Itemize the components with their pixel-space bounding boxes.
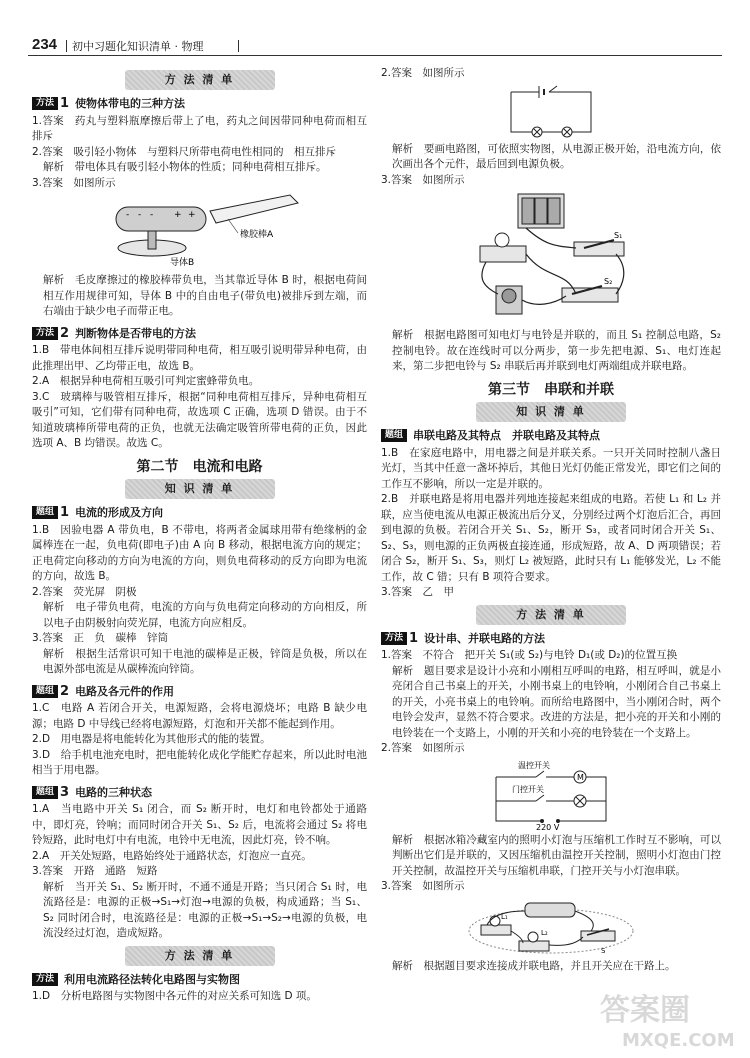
page-number: 234 (32, 36, 58, 53)
lamp-label: L₂ (541, 928, 548, 937)
wiring-figure (466, 190, 636, 326)
answer-item: 2.答案 如图所示 (381, 67, 465, 79)
answer-item: 1.D 分析电路图与实物图中各元件的对应关系可知选 D 项。 (32, 990, 317, 1002)
circuit-diagram (491, 84, 611, 140)
rod-conductor-figure (90, 193, 310, 271)
analysis-text: 解析 当开关 S₁、S₂ 断开时，不通不通是开路；当只闭合 S₁ 时，电流路径是：电源的正极→S₁→灯泡→电源的负极，构成通路；当 S₁、S₂ 同时闭合时，电流路径是：电源的正极→S₁→S₂→电源的负极，电流没经过灯泡，造成短路。 (43, 880, 367, 939)
voltage-label: 220 V (536, 822, 560, 831)
section-banner: 方 法 清 单 (125, 946, 275, 966)
group-heading: 题组 串联电路及其特点 并联电路及其特点 (381, 428, 721, 444)
temp-switch-label: 温控开关 (518, 760, 550, 770)
header-divider (238, 40, 239, 52)
rod-label: 橡胶棒A (239, 230, 273, 240)
right-column (381, 66, 721, 974)
group-heading: 题组 1 电流的形成及方向 (32, 505, 367, 521)
method-heading: 方法 1 设计串、并联电路的方法 (381, 631, 721, 647)
group-heading: 题组 2 电路及各元件的作用 (32, 684, 367, 700)
section-banner: 方 法 清 单 (476, 605, 626, 625)
running-title: 初中习题化知识清单 · 物理 (72, 40, 204, 53)
answer-item: 2.答案 如图所示 (381, 742, 465, 754)
switch-label: S (601, 946, 606, 955)
door-switch-label: 门控开关 (512, 784, 544, 794)
section-banner: 知 识 清 单 (125, 479, 275, 499)
answer-item: 3.答案 开路 通路 短路 (32, 865, 158, 877)
answer-item: 1.B 带电体间相互排斥说明带同种电荷，相互吸引说明带异种电荷，由此推理出甲、乙均带正电，故选 B。 (32, 344, 367, 372)
page-header (0, 0, 750, 62)
answer-item: 3.答案 乙 甲 (381, 586, 455, 598)
answer-item: 3.答案 正 负 碳棒 锌筒 (32, 632, 169, 644)
switch-label: S₁ (614, 231, 623, 240)
svg-text:MXQE.COM: MXQE.COM (622, 1030, 735, 1051)
svg-text:-: - (125, 210, 129, 220)
answer-item: 2.答案 吸引轻小物体 与塑料尺所带电荷电性相同的 相互排斥 (32, 145, 337, 158)
svg-text:-: - (149, 210, 153, 220)
analysis-text: 解析 题目要求是设计小亮和小刚相互呼叫的电路，相互呼叫，就是小亮闭合自己书桌上的开关，小刚书桌上的电铃响，小刚闭合自己书桌上的开关，小亮书桌上的电铃响。而所给电路图中，当小刚闭合时，两个电铃会发声，显然不符合要求。改进的方法是，把小亮的开关和小刚的电铃装在一个支路上，小刚的开关和小亮的电铃装在一个支路上。 (392, 664, 721, 739)
answer-item: 2.A 根据异种电荷相互吸引可判定蜜蜂带负电。 (32, 375, 260, 387)
analysis-text: 解析 根据生活常识可知干电池的碳棒是正极，锌筒是负极，所以在电源外部电流是从碳棒流向锌筒。 (43, 647, 367, 675)
section-banner: 方 法 清 单 (125, 70, 275, 90)
method-heading: 方法 1 使物体带电的三种方法 (32, 96, 367, 112)
answer-item: 3.D 给手机电池充电时，把电能转化成化学能贮存起来，所以此时电池相当于用电器。 (32, 748, 367, 776)
analysis-text: 解析 电子带负电荷，电流的方向与负电荷定向移动的方向相反，所以电子由阴极射向荧光屏，电流方向应相反。 (43, 601, 367, 629)
answer-item: 2.D 用电器是将电能转化为其他形式的能的装置。 (32, 733, 271, 745)
answer-item: 1.A 当电路中开关 S₁ 闭合，而 S₂ 断开时，电灯和电铃都处于通路中，即灯亮，铃响；而同时闭合开关 S₁、S₂ 后，电流将会通过 S₂ 将电铃短路，此时电灯中有电流，电铃中无电流，因此灯亮，铃不响。 (32, 803, 367, 846)
answer-item: 1.C 电路 A 若闭合开关，电源短路，会将电源烧坏；电路 B 缺少电源；电路 D 中导线已经将电源短路，灯泡和开关都不能起到作用。 (32, 702, 367, 730)
answer-item: 2.答案 荧光屏 阴极 (32, 585, 137, 598)
header-divider (66, 40, 67, 52)
answer-item: 2.B 并联电路是将用电器并列地连接起来组成的电路。若使 L₁ 和 L₂ 并联，应当使电流从电源正极流出后分叉，分别经过两个灯泡后汇合，再回到电源的负极。若闭合开关 S₁、S₂，断开 S₃，或者同时闭合开关 S₁、S₂、S₃，则电源的正负两极直接连通，形成短路，故 A、D 两项错误；若闭合 S₂，断开 S₁、S₃，则灯 L₂ 被短路，此时只有 L₁ 能够发光，L₂ 不能工作，故 C 错；只有 B 项符合要求。 (381, 493, 721, 583)
answer-item: 3.答案 如图所示 (381, 880, 465, 892)
switch-label: S₂ (604, 277, 613, 286)
analysis-text: 解析 带电体具有吸引轻小物体的性质；同种电荷相互排斥。 (43, 161, 327, 173)
header-rule (28, 55, 722, 56)
fridge-circuit-diagram (476, 759, 626, 831)
motor-label: M (577, 772, 584, 782)
answer-item: 1.B 因验电器 A 带负电，B 不带电，将两者金属球用带有绝缘柄的金属棒连在一起，负电荷(即电子)由 A 向 B 移动，根据电流方向的规定；正电荷定向移动的方向为电流的方向，则负电荷移动的反方向即为电流的方向，故选 B。 (32, 523, 367, 582)
answer-item: 1.答案 药丸与塑料瓶摩擦后带上了电，药丸之间因带同种电荷而相互排斥 (32, 114, 367, 142)
svg-text:+: + (173, 210, 182, 220)
method-heading: 方法 利用电流路径法转化电路图与实物图 (32, 972, 367, 988)
section-banner: 知 识 清 单 (476, 402, 626, 422)
answer-item: 3.答案 如图所示 (32, 176, 116, 189)
section-title: 第二节 电流和电路 (136, 458, 263, 475)
answer-item: 3.答案 如图所示 (381, 173, 465, 186)
parallel-wiring-figure (461, 897, 641, 957)
conductor-label: 导体B (169, 258, 194, 268)
method-heading: 方法 2 判断物体是否带电的方法 (32, 326, 367, 342)
analysis-text: 解析 根据冰箱冷藏室内的照明小灯泡与压缩机工作时互不影响，可以判断出它们是并联的，又因压缩机由温控开关控制，照明小灯泡由门控开关控制，故温控开关与压缩机串联，门控开关与小灯泡串联。 (392, 833, 721, 877)
answer-item: 1.B 在家庭电路中，用电器之间是并联关系。一只开关同时控制八盏日光灯，当其中任意一盏坏掉后，其他日光灯仍能正常发光，即它们之间的工作互不影响，所以一定是并联的。 (381, 446, 721, 490)
analysis-text: 解析 要画电路图，可依照实物图，从电源正极开始，沿电流方向，依次画出各个元件，最后回到电源负极。 (392, 142, 721, 170)
answer-item: 3.C 玻璃棒与吸管相互排斥，根据“同种电荷相互排斥，异种电荷相互吸引”可知，它们带有同种电荷，故选项 C 正确，选项 D 错误。由于不知道玻璃棒所带电荷的正负，也就无法确定吸管所带电荷的正负，因此选项 A、B 均错误。故选 C。 (32, 390, 367, 449)
group-heading: 题组 3 电路的三种状态 (32, 785, 367, 801)
analysis-text: 解析 根据题目要求连接成并联电路，并且开关应在干路上。 (392, 959, 676, 972)
analysis-text: 解析 根据电路图可知电灯与电铃是并联的，而且 S₁ 控制总电路，S₂ 控制电铃。故在连线时可以分两步，第一步先把电源、S₁、电灯连起来，第二步把电铃与 S₂ 串联后再并联到电灯两端组成并联电路。 (392, 329, 721, 372)
lamp-label: L₁ (501, 912, 508, 921)
section-title: 第三节 串联和并联 (488, 381, 614, 398)
left-column (32, 66, 367, 1005)
answer-item: 2.A 开关处短路，电路始终处于通路状态，灯泡应一直亮。 (32, 849, 312, 862)
analysis-text: 解析 毛皮摩擦过的橡胶棒带负电，当其靠近导体 B 时，根据电荷间相互作用规律可知，导体 B 中的自由电子(带负电)被排斥到左端，而右端由于缺少电子而带正电。 (43, 274, 367, 317)
svg-text:答案圈: 答案圈 (600, 993, 690, 1028)
svg-text:-: - (137, 210, 141, 220)
answer-item: 1.答案 不符合 把开关 S₁(或 S₂)与电铃 D₁(或 D₂)的位置互换 (381, 649, 678, 661)
watermark-logo (592, 984, 742, 1054)
svg-text:+: + (187, 210, 196, 220)
